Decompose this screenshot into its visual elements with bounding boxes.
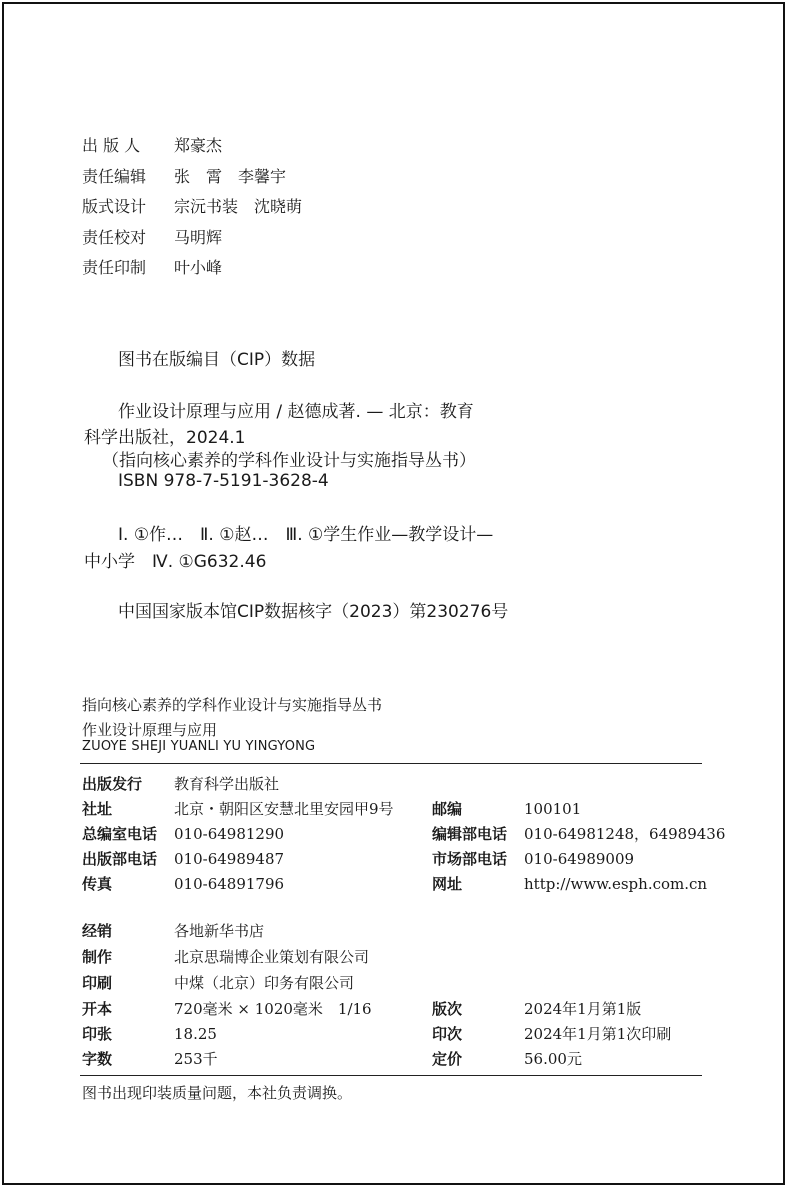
price-value: 56.00元 [524,1050,582,1068]
address-value: 北京・朝阳区安慧北里安园甲9号 [174,800,394,818]
impression-label [432,1023,504,1044]
cip-line: 中国国家版本馆CIP数据核字（2023）第230276号 [118,602,509,622]
divider-top [80,763,702,764]
label-char: 张 [97,1025,113,1043]
pubdept-phone-label: 出版部电话 [82,850,158,868]
price-row [432,1048,582,1069]
label-char: 数 [97,1050,113,1068]
address-row [82,798,394,819]
market-phone-label: 市场部电话 [432,850,508,868]
staff-names: 马明辉 [174,227,223,247]
printer-label [82,972,154,993]
staff-credits [82,133,302,286]
fax-value: 010-64891796 [174,875,285,893]
production-value: 北京思瑞博企业策划有限公司 [174,948,370,966]
website-label [432,873,504,894]
address-label [82,798,154,819]
staff-names: 叶小峰 [174,258,223,277]
impression-value: 2024年1月第1次印刷 [524,1025,672,1043]
pubdept-phone-row [82,848,284,869]
series-name: 指向核心素养的学科作业设计与实施指导丛书 [82,696,383,714]
label-char: 社 [82,800,98,818]
label-char: 址 [97,800,113,818]
production-row [82,946,369,967]
label-char: 本 [97,1000,113,1018]
postcode-value: 100101 [524,800,582,818]
wordcount-row [82,1048,218,1069]
quality-notice: 图书出现印装质量问题，本社负责调换。 [82,1084,353,1102]
format-row [82,998,372,1019]
label-char: 开 [82,1000,98,1018]
editorial-phone-row [432,823,725,844]
publisher-label: 出版发行 [82,775,143,793]
publisher-row [82,773,279,794]
editorial-phone-label: 编辑部电话 [432,825,508,843]
label-char: 作 [97,948,113,966]
office-phone-label: 总编室电话 [82,825,158,843]
fax-row [82,873,284,894]
label-char: 网 [432,875,448,893]
distribution-row [82,920,264,941]
staff-row [82,225,302,256]
label-char: 字 [82,1050,98,1068]
label-char: 传 [82,875,98,893]
market-phone-value: 010-64989009 [524,850,635,868]
staff-role: 责任印制 [82,258,147,277]
label-char: 印 [82,974,98,992]
staff-names: 张 霄 李馨宇 [174,166,287,186]
cip-line: 科学出版社，2024.1 [84,428,246,448]
cip-line: （指向核心素养的学科作业设计与实施指导丛书） [102,451,476,471]
label-char: 销 [97,922,113,940]
staff-role: 版式设计 [82,197,147,216]
label-char: 邮 [432,800,448,818]
distribution-value: 各地新华书店 [174,922,265,940]
divider-bottom [80,1075,702,1076]
cip-line: ISBN 978-7-5191-3628-4 [118,471,329,491]
cip-line: 作业设计原理与应用 / 赵德成著. — 北京：教育 [118,402,474,422]
label-char: 定 [432,1050,448,1068]
edition-value: 2024年1月第1版 [524,1000,642,1018]
website-row [432,873,707,894]
editorial-phone-value: 010-64981248，64989436 [524,825,726,843]
label-char: 印 [432,1025,448,1043]
price-label [432,1048,504,1069]
format-value: 720毫米 × 1020毫米 1/16 [174,1000,372,1018]
fax-label [82,873,154,894]
postcode-label [432,798,504,819]
cip-line: Ⅰ. ①作… Ⅱ. ①赵… Ⅲ. ①学生作业—教学设计— [118,525,494,545]
sheets-label [82,1023,154,1044]
label-char: 刷 [97,974,113,992]
label-char: 址 [447,875,463,893]
wordcount-label [82,1048,154,1069]
printer-value: 中煤（北京）印务有限公司 [174,974,355,992]
staff-row [82,255,302,286]
edition-row [432,998,641,1019]
staff-row [82,164,302,195]
market-phone-row [432,848,634,869]
office-phone-row [82,823,284,844]
label-char: 价 [447,1050,463,1068]
office-phone-value: 010-64981290 [174,825,285,843]
staff-names: 郑豪杰 [174,136,223,155]
cip-line: 中小学 Ⅳ. ①G632.46 [84,552,267,572]
printer-row [82,972,354,993]
label-char: 编 [447,800,463,818]
book-title: 作业设计原理与应用 [82,721,218,739]
website-link[interactable]: http://www.esph.com.cn [524,875,708,893]
label-char: 真 [97,875,113,893]
label-char: 制 [82,948,98,966]
label-char: 经 [82,922,98,940]
sheets-value: 18.25 [174,1025,217,1043]
sheets-row [82,1023,217,1044]
label-char: 次 [447,1000,463,1018]
book-title-pinyin: ZUOYE SHEJI YUANLI YU YINGYONG [82,739,316,754]
label-char: 印 [82,1025,98,1043]
staff-role: 责任编辑 [82,166,147,186]
staff-row [82,133,302,164]
cip-heading: 图书在版编目（CIP）数据 [118,350,316,370]
label-char: 次 [447,1025,463,1043]
staff-row [82,194,302,225]
publisher-value: 教育科学出版社 [174,775,280,793]
pubdept-phone-value: 010-64989487 [174,850,285,868]
impression-row [432,1023,671,1044]
label-char: 版 [432,1000,448,1018]
wordcount-value: 253千 [174,1050,218,1068]
staff-names: 宗沅书装 沈晓萌 [174,197,303,216]
staff-role: 责任校对 [82,227,147,247]
postcode-row [432,798,581,819]
edition-label [432,998,504,1019]
staff-role: 出 版 人 [82,136,141,155]
format-label [82,998,154,1019]
distribution-label [82,920,154,941]
production-label [82,946,154,967]
